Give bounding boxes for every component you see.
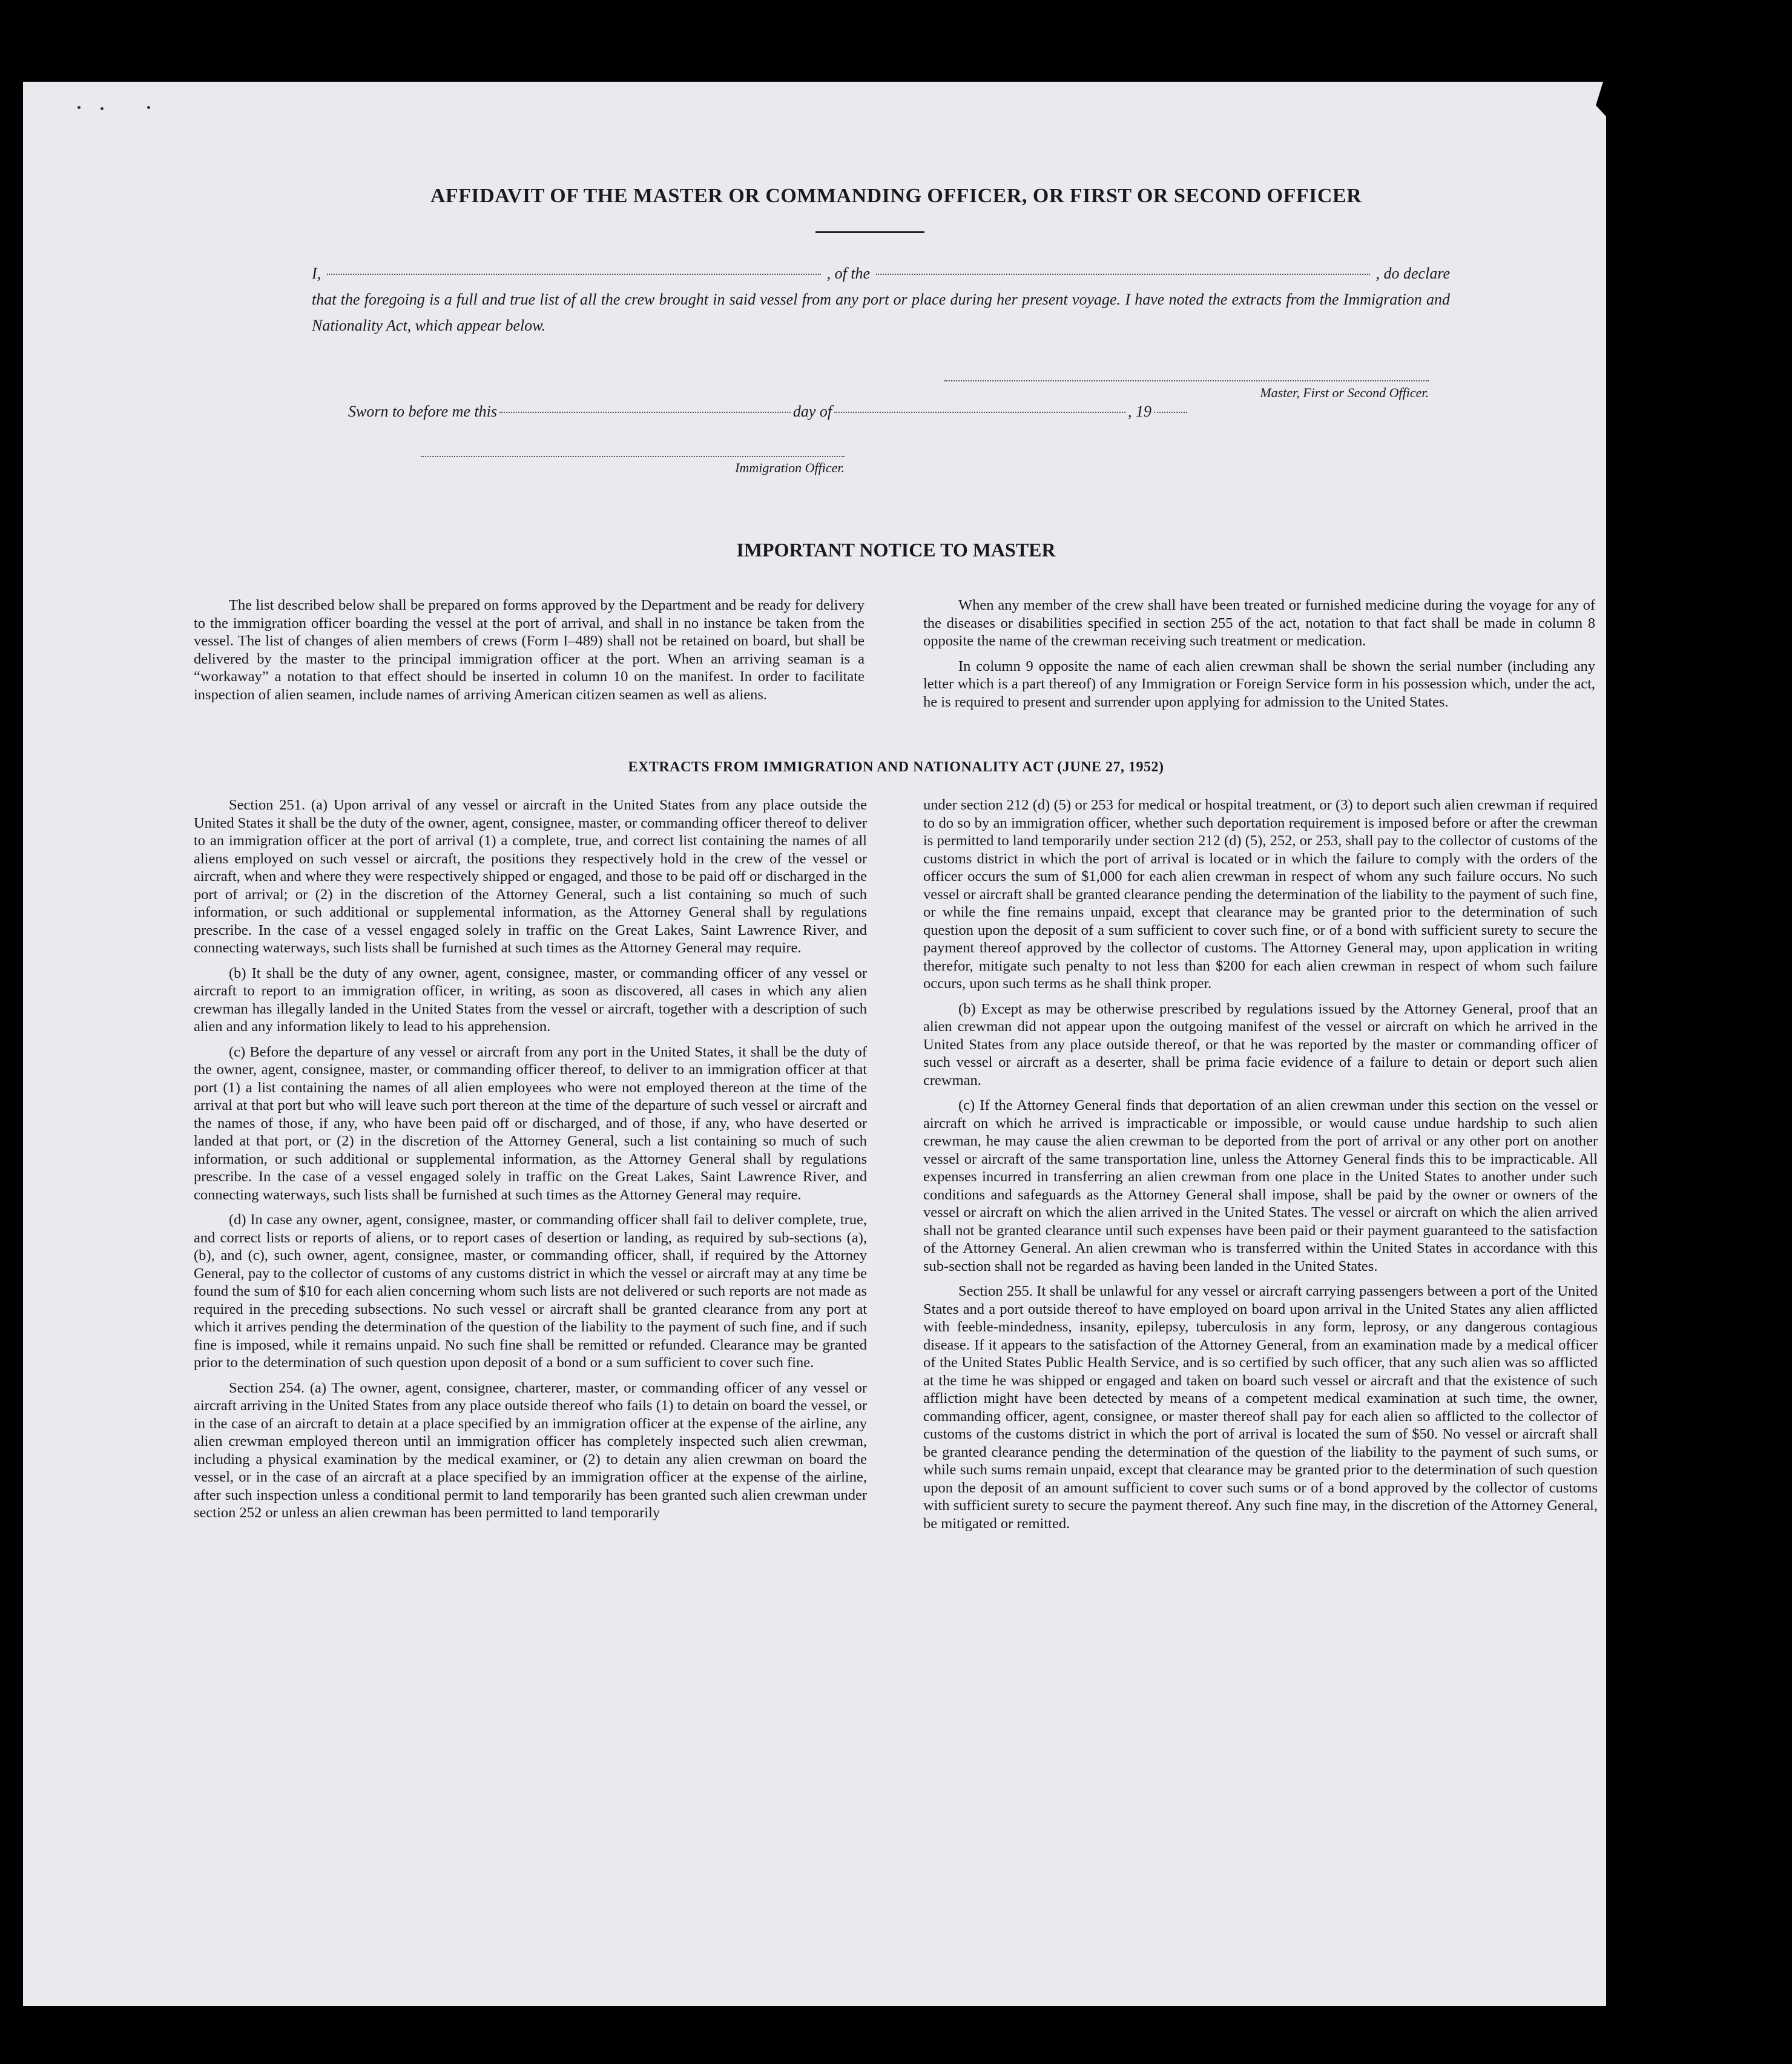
- notice-right-paragraph: When any member of the crew shall have been treated or furnished medicine during the voyage for any of the diseases or disabilities specified in section 255 of the act, notation to that fact shall be made in column 8 opposite the name of the crewman receiving such treatment or medication.: [923, 597, 1595, 649]
- punch-hole: [1689, 377, 1721, 408]
- extracts-left-column: [194, 796, 867, 1529]
- sworn-month-field[interactable]: [834, 412, 1125, 413]
- i-label: I,: [312, 265, 321, 282]
- day-of-label: day of: [792, 403, 832, 420]
- extracts-title: EXTRACTS FROM IMMIGRATION AND NATIONALITY ACT (JUNE 27, 1952): [628, 759, 1164, 775]
- punch-hole: [1689, 1788, 1721, 1819]
- notice-right-column: [923, 596, 1595, 718]
- title-rule: [815, 231, 924, 233]
- sworn-day-field[interactable]: [499, 412, 791, 413]
- declaration-statement: that the foregoing is a full and true list of all the crew brought in said vessel from any port or place during her present voyage. I have noted the extracts from the Immigration and Nationality Act, which appear below.: [312, 291, 1450, 334]
- of-the-label: , of the: [826, 265, 871, 282]
- speck: [77, 106, 81, 109]
- extract-paragraph: (c) If the Attorney General finds that deportation of an alien crewman under this section on the vessel or aircraft on which he arrived is impracticable or impossible, or would cause undue hardship to such alien crewman, he may cause the alien crewman to be deported from the port of arrival or any other port on another vessel or aircraft of the same transportation line, unless the Attorney General finds this to be impracticable. All expenses incurred in transferring an alien crewman from one place in the United States to another under such conditions and safeguards as the Attorney General shall impose, shall be paid by the owner or owners of the vessel or aircraft on which the alien arrived in the United States. The vessel or aircraft on which the alien arrived shall not be granted clearance until such expenses have been paid or their payment guaranteed to the satisfaction of the Attorney General. An alien crewman who is transferred within the United States in accordance with this sub-section shall not be regarded as having been landed in the United States.: [923, 1097, 1598, 1274]
- officer-signature-line[interactable]: [421, 456, 845, 457]
- extract-paragraph: (d) In case any owner, agent, consignee, master, or commanding officer shall fail to deliver complete, true, and correct lists or reports of aliens, or to report cases of desertion or landing, as required by sub-sections (a), (b), and (c), such owner, agent, consignee, master, or commanding officer, shall, if required by the Attorney General, pay to the collector of customs of any customs district in which the vessel or aircraft may at any time be found the sum of $10 for each alien concerning whom such lists are not delivered or such reports are not made as required in the preceding subsections. No such vessel or aircraft shall be granted clearance from any port at which it arrives pending the determination of the question of the liability to the payment of such fine, and if such fine is imposed, while it remains unpaid. No such fine shall be remitted or refunded. Clearance may be granted prior to the determination of such question upon deposit of a bond or a sum sufficient to cover such fine.: [194, 1212, 867, 1371]
- extracts-right-column: [923, 796, 1598, 1540]
- do-declare-label: , do declare: [1375, 265, 1451, 282]
- declaration-fill-line: [312, 260, 1450, 286]
- notice-left-paragraph: The list described below shall be prepared on forms approved by the Department and be ready for delivery to the immigration officer boarding the vessel at the port of arrival, and shall in no instance be taken from the vessel. The list of changes of alien members of crews (Form I–489) shall not be retained on board, but shall be delivered by the master to the principal immigration officer at the port. When an arriving seaman is a “workaway” a notation to that effect should be inserted in column 10 on the manifest. In order to facilitate inspection of alien seamen, include names of arriving American citizen seamen as well as aliens.: [194, 597, 865, 703]
- extract-paragraph: under section 212 (d) (5) or 253 for medical or hospital treatment, or (3) to deport such alien crewman if required to do so by an immigration officer, whether such deportation requirement is imposed before or after the crewman is permitted to land temporarily under section 212 (d) (5), 252, or 253, shall pay to the collector of customs of the customs district in which the port of arrival is located or in which the failure to comply with the orders of the officer occurs the sum of $1,000 for each alien crewman in respect of whom any such failure occurs. No such vessel or aircraft shall be granted clearance pending the determination of the liability to the payment of such fine, or while the fine remains unpaid, except that clearance may be granted prior to the determination of such question upon the deposit of a sum sufficient to cover such fine, or of a bond with sufficient surety to secure the payment thereof approved by the collector of customs. The Attorney General may, upon application in writing therefor, mitigate such penalty to not less than $200 for each alien crewman in respect of whom such failure occurs, upon such terms as he shall think proper.: [923, 797, 1598, 992]
- master-caption: Master, First or Second Officer.: [1260, 385, 1429, 400]
- speck: [100, 107, 104, 110]
- extract-paragraph: (c) Before the departure of any vessel or aircraft from any port in the United States, it shall be the duty of the owner, agent, consignee, master, or commanding officer thereof, to deliver to an immigration officer at that port (1) a list containing the names of all alien employees who were not employed thereon at the time of the arrival at that port but who will leave such port thereon at the time of the departure of such vessel or aircraft and the names of those, if any, who have been paid off or discharged, and of those, if any, who have deserted or landed at that port, or (2) in the discretion of the Attorney General, such a list containing so much of such information, or such additional or supplemental information, as the Attorney General shall by regulations prescribe. In the case of a vessel engaged solely in traffic on the Great Lakes, Saint Lawrence River, and connecting waterways, such lists shall be furnished at such times as the Attorney General may require.: [194, 1043, 867, 1203]
- year-label: , 19: [1128, 403, 1152, 420]
- punch-hole: [1689, 1692, 1721, 1724]
- extract-paragraph: Section 251. (a) Upon arrival of any vessel or aircraft in the United States from any place outside the United States it shall be the duty of the owner, agent, consignee, master, or commanding officer thereof to deliver to an immigration officer at the port of arrival (1) a complete, true, and correct list containing the names of all aliens employed on such vessel or aircraft, the positions they respectively hold in the crew of the vessel or aircraft, when and where they were respectively shipped or engaged, and those to be paid off or discharged in the port of arrival; or (2) in the discretion of the Attorney General, such a list containing so much of such information, or such additional or supplemental information, as the Attorney General shall by regulations prescribe. In the case of a vessel engaged solely in traffic on the Great Lakes, Saint Lawrence River, and connecting waterways, such lists shall be furnished at such times as the Attorney General may require.: [194, 797, 867, 956]
- notice-left-column: [194, 596, 865, 711]
- sworn-label: Sworn to before me this: [348, 403, 498, 420]
- notice-right-paragraph: In column 9 opposite the name of each alien crewman shall be shown the serial number (including any letter which is a part thereof) of any Immigration or Foreign Service form in his possession which, under the act, he is required to present and surrender upon applying for admission to the United States.: [923, 658, 1595, 710]
- punch-hole: [1689, 669, 1721, 701]
- extract-paragraph: (b) Except as may be otherwise prescribed by regulations issued by the Attorney General, proof that an alien crewman did not appear upon the outgoing manifest of the vessel or aircraft on which he arrived in the United States from any place outside thereof, or that he was reported by the master or commanding officer of such vessel or aircraft as a deserter, shall be prima facie evidence of a failure to detain or deport such alien crewman.: [923, 1000, 1598, 1089]
- speck: [147, 106, 150, 109]
- punch-hole: [1689, 275, 1721, 307]
- extract-paragraph: (b) It shall be the duty of any owner, agent, consignee, master, or commanding officer of any vessel or aircraft to report to an immigration officer, in writing, as soon as discovered, all cases in which any alien crewman has illegally landed in the United States from the vessel or aircraft, together with a description of such alien and any information likely to lead to his apprehension.: [194, 964, 867, 1035]
- vessel-field[interactable]: [876, 274, 1369, 275]
- declaration: [312, 260, 1450, 338]
- extract-paragraph: Section 255. It shall be unlawful for any vessel or aircraft carrying passengers between a port of the United States and a port outside thereof to have employed on board upon arrival in the United States any alien afflicted with feeble-mindedness, insanity, epilepsy, tuberculosis in any form, leprosy, or any dangerous contagious disease. If it appears to the satisfaction of the Attorney General, from an examination made by a medical officer of the United States Public Health Service, and is so certified by such officer, that any such alien was so afflicted at the time he was shipped or engaged and taken on board such vessel or aircraft and that the existence of such affliction might have been detected by means of a competent medical examination at such time, the owner, commanding officer, agent, consignee, or master thereof shall pay for each alien so afflicted to the collector of customs of the customs district in which the port of arrival is located the sum of $50. No vessel or aircraft shall be granted clearance pending the determination of the question of the liability to the payment of such sums, or while such sums remain unpaid, except that clearance may be granted prior to the determination of such question upon the deposit of an amount sufficient to cover such sums or of a bond approved by the collector of customs with sufficient surety to secure the payment thereof. Any such fine may, in the discretion of the Attorney General, be mitigated or remitted.: [923, 1283, 1598, 1532]
- punch-hole: [1689, 1350, 1721, 1382]
- affidavit-title: AFFIDAVIT OF THE MASTER OR COMMANDING OFFICER, OR FIRST OR SECOND OFFICER: [430, 185, 1362, 207]
- master-signature-line[interactable]: [944, 380, 1429, 381]
- sworn-line: [348, 403, 1190, 421]
- officer-caption: Immigration Officer.: [735, 460, 845, 475]
- extract-paragraph: Section 254. (a) The owner, agent, consignee, charterer, master, or commanding officer of any vessel or aircraft arriving in the United States from any place outside thereof who fails (1) to detain on board the vessel, or in the case of an aircraft to detain at a place specified by an immigration officer at the expense of the airline, any alien crewman employed thereon until an immigration officer has completely inspected such alien crewman, including a physical examination by the medical examiner, or (2) to detain any alien crewman on board the vessel, or in the case of an aircraft at a place specified by an immigration officer at the expense of the airline, after such inspection unless a conditional permit to land temporarily has been granted such alien crewman under section 252 or unless an alien crewman has been permitted to land temporarily: [194, 1379, 867, 1521]
- notice-title: IMPORTANT NOTICE TO MASTER: [736, 539, 1056, 561]
- sworn-year-field[interactable]: [1154, 412, 1187, 413]
- name-field[interactable]: [327, 274, 820, 275]
